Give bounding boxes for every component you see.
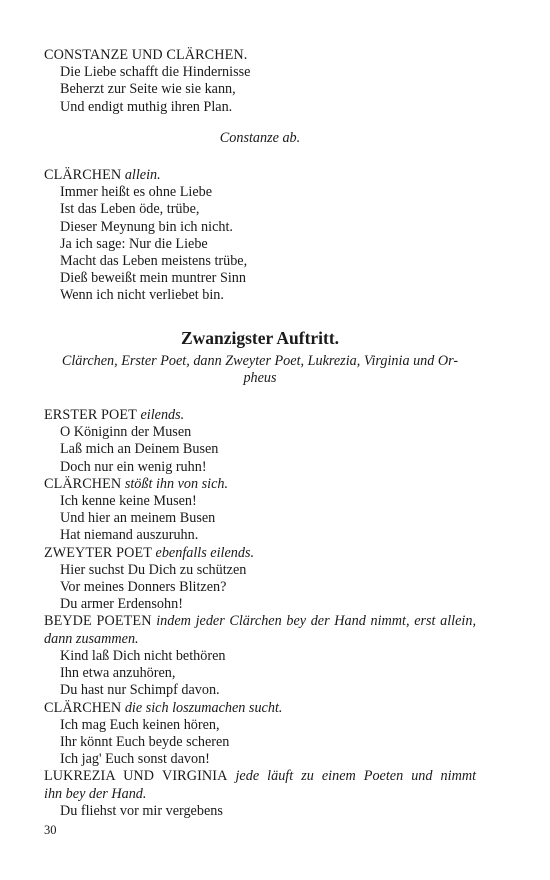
speaker-label: BEYDE POETEN: [44, 613, 152, 630]
verse-line: Ich mag Euch keinen hören,: [60, 716, 220, 733]
stage-direction: jede läuft zu einem Poeten und nimmt: [235, 768, 477, 785]
verse-line: Macht das Leben meistens trübe,: [60, 253, 248, 270]
stage-direction: die sich loszumachen sucht.: [124, 699, 283, 716]
stage-direction: ihn bey der Hand.: [44, 785, 147, 802]
verse-line: Laß mich an Deinem Busen: [60, 441, 219, 458]
verse-line: Du armer Erdensohn!: [60, 596, 183, 613]
verse-line: Und hier an meinem Busen: [60, 510, 216, 527]
verse-line: Und endigt muthig ihren Plan.: [60, 98, 233, 115]
scene-title: Zwanzigster Auftritt.: [180, 327, 340, 348]
speaker-label: CLÄRCHEN: [44, 475, 122, 492]
verse-line: Beherzt zur Seite wie sie kann,: [60, 81, 236, 98]
verse-line: Doch nur ein wenig ruhn!: [60, 458, 207, 475]
stage-direction: eilends.: [140, 407, 185, 424]
speech-block-claerchen-allein: [44, 167, 476, 305]
stage-direction: allein.: [124, 167, 161, 184]
speech-block-constanze-claerchen: [44, 47, 476, 116]
stage-direction: ebenfalls eilends.: [155, 544, 255, 561]
verse-line: Immer heißt es ohne Liebe: [60, 184, 213, 201]
verse-line: Wenn ich nicht verliebet bin.: [60, 287, 224, 304]
speaker-label: ERSTER POET: [44, 407, 137, 424]
speaker-label: CONSTANZE UND CLÄRCHEN.: [44, 47, 248, 63]
verse-line: Ihr könnt Euch beyde scheren: [60, 733, 230, 750]
verse-line: Kind laß Dich nicht bethören: [60, 647, 226, 664]
speech-block-claerchen-loszumachen: [44, 700, 476, 769]
speech-block-zweyter-poet: [44, 545, 476, 614]
stage-direction: indem jeder Clärchen bey der Hand nimmt, erst allein,: [156, 613, 476, 630]
verse-line: Ja ich sage: Nur die Liebe: [60, 235, 208, 252]
verse-line: Ich jag' Euch sonst davon!: [60, 751, 210, 768]
page-body: [44, 47, 476, 820]
verse-line: Ich kenne keine Musen!: [60, 493, 197, 510]
verse-line: Dieser Meynung bin ich nicht.: [60, 218, 233, 235]
cast-line: Clärchen, Erster Poet, dann Zweyter Poet, Lukrezia, Virginia und Or-: [61, 352, 459, 369]
verse-line: O Königinn der Musen: [60, 424, 192, 441]
speech-block-erster-poet: [44, 407, 476, 476]
verse-line: Die Liebe schafft die Hindernisse: [60, 64, 251, 81]
verse-line: Vor meines Donners Blitzen?: [60, 579, 227, 596]
speaker-label: LUKREZIA UND VIRGINIA: [44, 768, 228, 785]
speech-block-lukrezia-virginia: [44, 768, 476, 820]
cast-list: [44, 353, 476, 387]
verse-line: Dieß beweißt mein muntrer Sinn: [60, 270, 246, 287]
speaker-label: CLÄRCHEN: [44, 167, 122, 184]
speaker-label: ZWEYTER POET: [44, 544, 152, 561]
verse-line: Hier suchst Du Dich zu schützen: [60, 561, 247, 578]
page-number: 30: [44, 823, 57, 837]
speech-block-claerchen-stoesst: [44, 476, 476, 545]
stage-direction: stößt ihn von sich.: [124, 475, 229, 492]
verse-line: Du hast nur Schimpf davon.: [60, 682, 220, 699]
cast-line: pheus: [243, 369, 277, 386]
stage-direction: dann zusammen.: [44, 630, 139, 647]
verse-line: Ihn etwa anzuhören,: [60, 665, 176, 682]
verse-line: Ist das Leben öde, trübe,: [60, 201, 200, 218]
verse-line: Hat niemand auszuruhn.: [60, 527, 199, 544]
stage-direction-exit: Constanze ab.: [219, 129, 301, 146]
verse-line: Du fliehst vor mir vergebens: [60, 802, 223, 819]
speech-block-beyde-poeten: [44, 613, 476, 699]
speaker-label: CLÄRCHEN: [44, 699, 122, 716]
